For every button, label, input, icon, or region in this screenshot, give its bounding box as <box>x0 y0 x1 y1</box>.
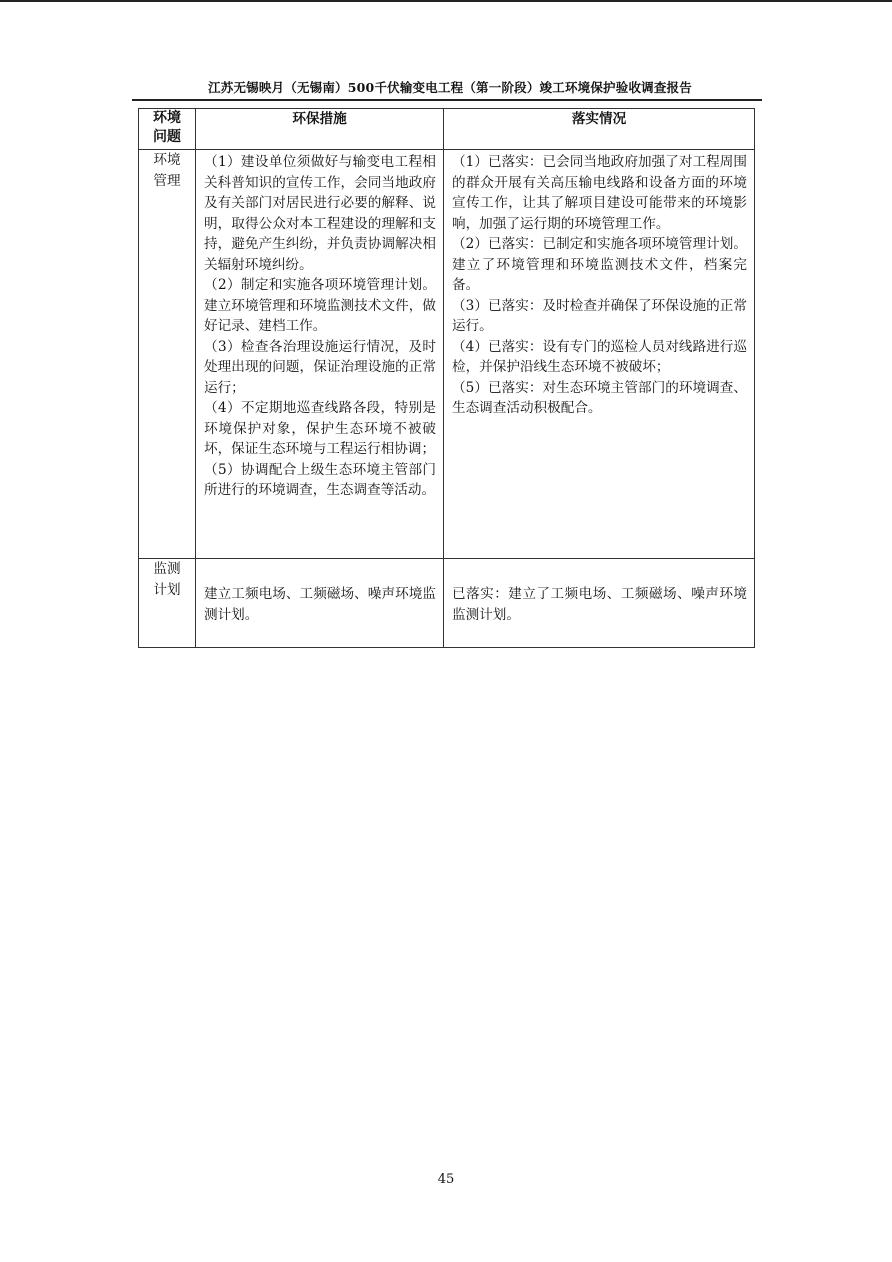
measure-item: （5）协调配合上级生态环境主管部门所进行的环境调查，生态调查等活动。 <box>204 461 436 498</box>
status-item: （3）已落实：及时检查并确保了环保设施的正常运行。 <box>452 297 747 334</box>
measure-item: （3）检查各治理设施运行情况，及时处理出现的问题，保证治理设施的正常运行； <box>204 338 436 396</box>
issue-label-line: 计划 <box>153 581 181 598</box>
issue-cell <box>139 559 196 648</box>
page-top-border <box>0 0 892 2</box>
status-item: 已落实：建立了工频电场、工频磁场、噪声环境监测计划。 <box>452 586 747 623</box>
issue-label-line: 环境 <box>153 110 181 126</box>
column-header-status: 落实情况 <box>444 109 755 150</box>
table-row <box>139 559 755 648</box>
column-header-measure: 环保措施 <box>196 109 444 150</box>
status-item: （4）已落实：设有专门的巡检人员对线路进行巡检，并保护沿线生态环境不被破坏； <box>452 338 747 375</box>
measure-cell <box>196 150 444 559</box>
measure-item: （1）建设单位须做好与输变电工程相关科普知识的宣传工作，会同当地政府及有关部门对居民进行必要的解释、说明，取得公众对本工程建设的理解和支持，避免产生纠纷，并负责协调解决相关辐射环境纠纷。 <box>204 154 436 273</box>
column-header-issue <box>139 109 196 150</box>
measure-item: （2）制定和实施各项环境管理计划。建立环境管理和环境监测技术文件，做好记录、建档工作。 <box>204 277 436 334</box>
issue-label-line: 管理 <box>153 172 181 189</box>
issue-label-line: 环境 <box>153 152 181 168</box>
table-row <box>139 150 755 559</box>
measures-table <box>138 108 755 648</box>
page-number: 45 <box>437 1172 455 1187</box>
status-cell <box>444 559 755 648</box>
issue-label-line: 监测 <box>153 561 181 577</box>
report-header-title: 江苏无锡映月（无锡南）500千伏输变电工程（第一阶段）竣工环境保护验收调查报告 <box>208 80 692 95</box>
measure-item: （4）不定期地巡查线路各段，特别是环境保护对象，保护生态环境不被破坏，保证生态环境与工程运行相协调； <box>204 400 436 457</box>
header-divider <box>132 99 762 101</box>
issue-label-line: 问题 <box>153 129 181 145</box>
measure-item: 建立工频电场、工频磁场、噪声环境监测计划。 <box>204 586 436 623</box>
status-item: （5）已落实：对生态环境主管部门的环境调查、生态调查活动积极配合。 <box>452 379 747 416</box>
issue-cell <box>139 150 196 559</box>
table-header-row <box>139 109 755 150</box>
status-cell <box>444 150 755 559</box>
status-item: （2）已落实：已制定和实施各项环境管理计划。建立了环境管理和环境监测技术文件，档案完备。 <box>452 236 747 293</box>
status-item: （1）已落实：已会同当地政府加强了对工程周围的群众开展有关高压输电线路和设备方面的环境宣传工作，让其了解项目建设可能带来的环境影响，加强了运行期的环境管理工作。 <box>452 154 747 232</box>
measure-cell <box>196 559 444 648</box>
